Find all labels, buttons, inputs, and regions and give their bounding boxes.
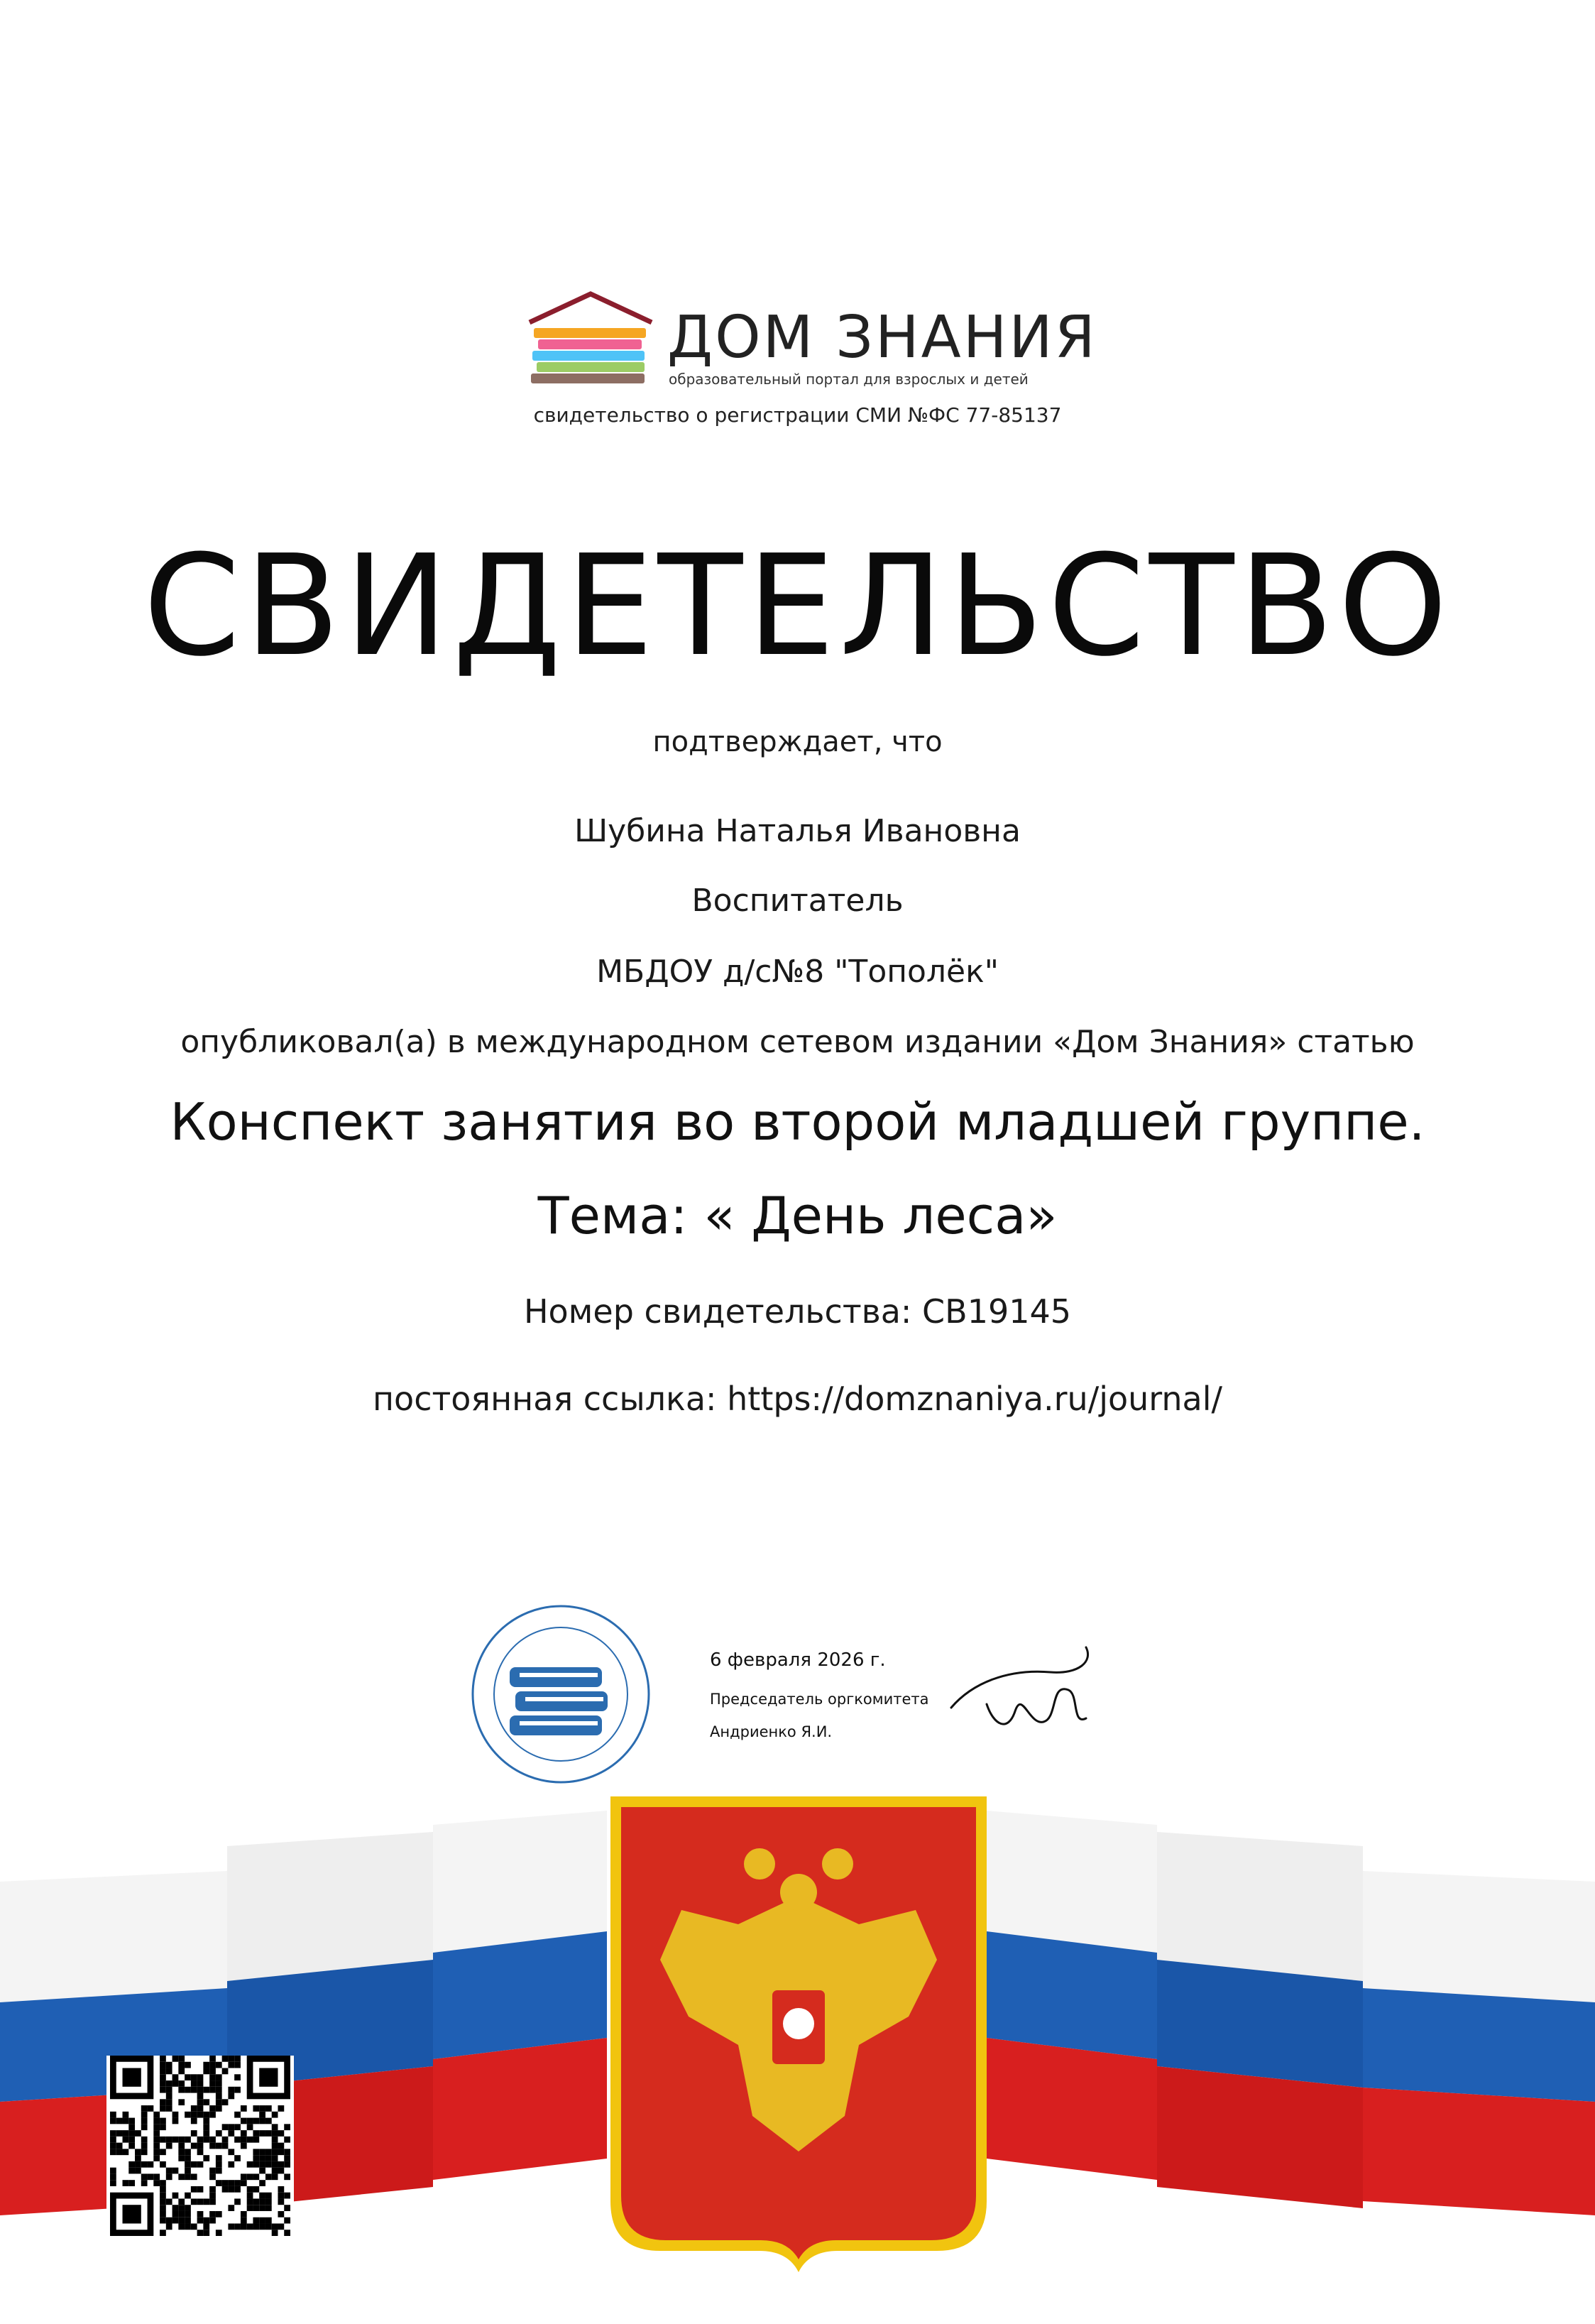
qr-code-icon (106, 2056, 294, 2236)
flag-right-2-icon (1157, 1832, 1363, 2208)
certificate-number: Номер свидетельства: СВ19145 (523, 1292, 1072, 1331)
flag-left-3-icon (433, 1811, 607, 2180)
russian-coat-of-arms-icon (610, 1796, 987, 2272)
flag-right-3-icon (1363, 1871, 1595, 2215)
flag-right-1-icon (987, 1811, 1157, 2180)
person-role: Воспитатель (691, 883, 904, 919)
person-organization: МБДОУ д/с№8 "Тополёк" (596, 954, 999, 990)
article-title-line-1: Конспект занятия во второй младшей группе. (170, 1092, 1425, 1152)
signatory-title: Председатель оргкомитета (710, 1691, 929, 1708)
russian-flags-banner (0, 1747, 1595, 2324)
confirms-text: подтверждает, что (652, 726, 943, 758)
stacked-books-logo-icon (525, 291, 653, 391)
signature-date: 6 февраля 2026 г. (710, 1649, 886, 1671)
person-name: Шубина Наталья Ивановна (574, 813, 1021, 849)
signatory-name: Андриенко Я.И. (710, 1723, 833, 1740)
brand-tagline: образовательный портал для взрослых и детей (669, 371, 1029, 388)
books-seal-icon (468, 1602, 653, 1786)
published-statement: опубликовал(а) в международном сетевом издании «Дом Знания» статью (180, 1024, 1415, 1060)
permalink[interactable]: постоянная ссылка: https://domznaniya.ru/journal/ (372, 1380, 1222, 1418)
article-title-line-2: Тема: « День леса» (537, 1186, 1058, 1245)
brand-name: ДОМ ЗНАНИЯ (667, 304, 1097, 371)
handwritten-signature-icon (944, 1640, 1100, 1747)
registration-text: свидетельство о регистрации СМИ №ФС 77-85137 (533, 403, 1062, 427)
certificate-title: СВИДЕТЕЛЬСТВО (143, 525, 1452, 687)
